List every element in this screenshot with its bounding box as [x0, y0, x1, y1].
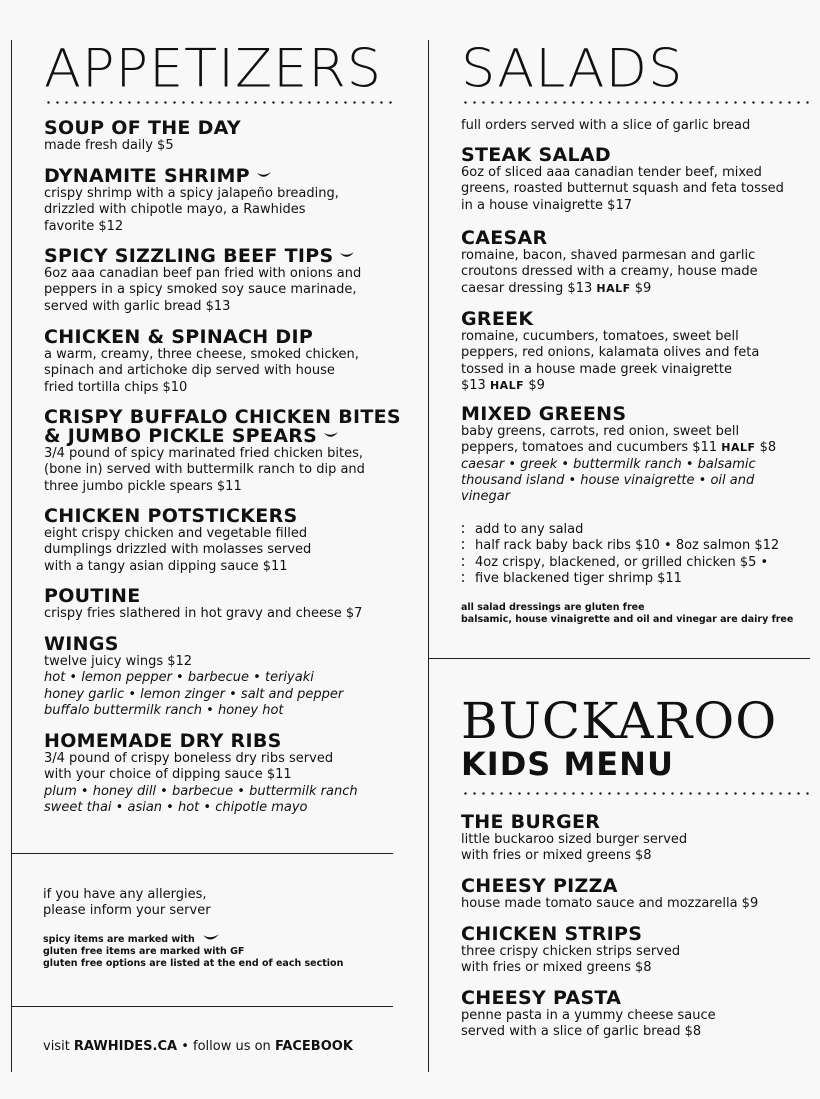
sauce-options: plum • honey dill • barbecue • buttermilk ranch — [44, 783, 358, 799]
item-description: little buckaroo sized burger served — [461, 832, 688, 847]
chili-pepper-icon — [339, 251, 355, 259]
item-description: drizzled with chipotle mayo, a Rawhides — [44, 202, 306, 218]
item-name: CHICKEN POTSTICKERS — [44, 505, 298, 527]
item-description: crispy shrimp with a spicy jalapeño breading, — [44, 186, 339, 201]
item-description: greens, roasted butternut squash and feta tossed — [461, 181, 784, 197]
appetizers-dotted-rule — [44, 101, 396, 104]
item-name: CRISPY BUFFALO CHICKEN BITES — [44, 406, 401, 428]
gluten-free-legend: gluten free items are marked with — [43, 946, 231, 957]
footer-top-rule — [11, 1006, 393, 1007]
item-description: peppers, red onions, kalamata olives and feta — [461, 345, 760, 361]
addon-line: 4oz crispy, blackened, or grilled chicken $5 • — [461, 555, 779, 571]
item-description: served with garlic bread $13 — [44, 298, 231, 314]
menu-item — [44, 247, 361, 315]
menu-item — [44, 507, 311, 575]
dressing-notes — [461, 602, 793, 626]
kids-dotted-rule — [461, 792, 813, 795]
visit-label: visit — [43, 1039, 74, 1054]
left-border-line — [11, 40, 12, 1072]
item-name: SOUP OF THE DAY — [44, 117, 241, 139]
menu-item — [44, 635, 343, 719]
item-name: GREEK — [461, 308, 534, 330]
item-name: MIXED GREENS — [461, 403, 627, 425]
chili-pepper-icon — [256, 171, 272, 179]
menu-item — [461, 925, 680, 977]
flavor-options: buffalo buttermilk ranch • honey hot — [44, 702, 284, 718]
menu-item — [461, 310, 759, 394]
item-name: & JUMBO PICKLE SPEARS — [44, 425, 318, 447]
legend-notes — [43, 934, 343, 970]
notes-top-rule — [11, 853, 393, 854]
item-name: CAESAR — [461, 227, 548, 249]
dressing-note-line: balsamic, house vinaigrette and oil and vinegar are dairy free — [461, 614, 794, 625]
price: caesar dressing $13 — [461, 280, 597, 296]
item-description: romaine, bacon, shaved parmesan and garlic — [461, 248, 756, 263]
item-name: CHICKEN STRIPS — [461, 923, 643, 945]
item-description: three jumbo pickle spears $11 — [44, 478, 242, 494]
item-description: 6oz aaa canadian beef pan fried with onions and — [44, 266, 362, 281]
addon-line: five blackened tiger shrimp $11 — [461, 571, 779, 587]
half-label: HALF — [721, 441, 756, 455]
buckaroo-title: BUCKAROO — [461, 692, 778, 750]
item-description: made fresh daily $5 — [44, 138, 174, 153]
item-description: favorite $12 — [44, 218, 124, 234]
item-description: in a house vinaigrette $17 — [461, 197, 632, 213]
item-name: STEAK SALAD — [461, 144, 611, 166]
flavor-options: hot • lemon pepper • barbecue • teriyaki — [44, 670, 314, 686]
flavor-options: honey garlic • lemon zinger • salt and pepper — [44, 686, 344, 702]
item-description: peppers in a spicy smoked soy sauce marinade, — [44, 282, 357, 298]
follow-label: • follow us on — [181, 1039, 275, 1054]
item-description: 3/4 pound of crispy boneless dry ribs served — [44, 751, 334, 766]
item-description: eight crispy chicken and vegetable filled — [44, 526, 308, 541]
item-description: with your choice of dipping sauce $11 — [44, 767, 292, 783]
item-description: tossed in a house made greek vinaigrette — [461, 361, 733, 377]
half-price: $9 — [524, 377, 545, 393]
menu-item — [44, 328, 359, 396]
price: peppers, tomatoes and cucumbers $11 — [461, 440, 722, 456]
item-description: with fries or mixed greens $8 — [461, 848, 652, 864]
menu-item — [461, 989, 716, 1041]
item-description: served with a slice of garlic bread $8 — [461, 1024, 702, 1040]
menu-item — [461, 146, 784, 214]
item-description: baby greens, carrots, red onion, sweet bell — [461, 424, 740, 439]
addon-line: add to any salad — [461, 522, 779, 538]
sauce-options: sweet thai • asian • hot • chipotle mayo — [44, 799, 308, 815]
menu-item — [44, 408, 401, 495]
menu-item — [461, 813, 687, 865]
item-name: CHEESY PASTA — [461, 987, 622, 1009]
menu-item — [461, 877, 758, 912]
footer-links — [43, 1039, 353, 1055]
menu-item — [461, 229, 758, 297]
item-description: three crispy chicken strips served — [461, 944, 681, 959]
price: $13 — [461, 377, 490, 393]
item-description: house made tomato sauce and mozzarella $9 — [461, 896, 759, 911]
menu-item — [44, 119, 241, 154]
item-description: with a tangy asian dipping sauce $11 — [44, 558, 288, 574]
salads-dotted-rule — [461, 101, 813, 104]
item-description: a warm, creamy, three cheese, smoked chicken, — [44, 347, 359, 362]
allergy-note-line: please inform your server — [43, 903, 211, 918]
item-name: CHEESY PIZZA — [461, 875, 618, 897]
item-description: (bone in) served with buttermilk ranch to dip and — [44, 462, 365, 478]
item-name: DYNAMITE SHRIMP — [44, 165, 250, 187]
dressing-note-line: all salad dressings are gluten free — [461, 602, 645, 613]
website-link[interactable]: RAWHIDES.CA — [73, 1039, 178, 1054]
item-description: with fries or mixed greens $8 — [461, 960, 652, 976]
allergy-note-line: if you have any allergies, — [43, 887, 207, 902]
half-price: $8 — [755, 440, 777, 456]
menu-item — [461, 405, 776, 505]
item-description: 6oz of sliced aaa canadian tender beef, mixed — [461, 165, 762, 180]
menu-item — [44, 587, 362, 622]
salads-title: SALADS — [461, 37, 684, 100]
chili-pepper-icon — [323, 431, 339, 439]
salad-addons — [461, 522, 779, 587]
item-name: POUTINE — [44, 585, 141, 607]
item-description: fried tortilla chips $10 — [44, 379, 188, 395]
chili-pepper-icon — [201, 933, 221, 942]
item-description: croutons dressed with a creamy, house made — [461, 264, 758, 280]
allergy-note — [43, 887, 211, 919]
menu-item — [44, 732, 358, 816]
item-description: 3/4 pound of spicy marinated fried chicken bites, — [44, 446, 364, 461]
appetizers-title: APPETIZERS — [44, 37, 383, 100]
item-name: SPICY SIZZLING BEEF TIPS — [44, 245, 334, 267]
item-description: crispy fries slathered in hot gravy and cheese $7 — [44, 606, 363, 621]
salads-subtitle: full orders served with a slice of garlic bread — [461, 118, 751, 133]
item-description: romaine, cucumbers, tomatoes, sweet bell — [461, 329, 739, 344]
kids-top-rule — [428, 658, 810, 659]
item-description: spinach and artichoke dip served with house — [44, 363, 335, 379]
spicy-legend: spicy items are marked with — [43, 934, 195, 945]
dressing-options: vinegar — [461, 489, 511, 505]
item-name: WINGS — [44, 633, 119, 655]
menu-item — [44, 167, 339, 235]
dressing-options: caesar • greek • buttermilk ranch • balsamic — [461, 456, 756, 472]
item-description: penne pasta in a yummy cheese sauce — [461, 1008, 716, 1023]
gluten-free-options-note: gluten free options are listed at the end of each section — [43, 958, 344, 969]
addon-line: half rack baby back ribs $10 • 8oz salmon $12 — [461, 538, 779, 554]
item-name: THE BURGER — [461, 811, 601, 833]
kids-menu-title: KIDS MENU — [461, 745, 674, 783]
half-label: HALF — [596, 281, 631, 295]
item-name: HOMEMADE DRY RIBS — [44, 730, 282, 752]
facebook-link[interactable]: FACEBOOK — [274, 1039, 353, 1054]
center-divider-line — [428, 40, 429, 1072]
half-label: HALF — [489, 378, 525, 392]
item-description: twelve juicy wings $12 — [44, 654, 193, 669]
item-description: dumplings drizzled with molasses served — [44, 542, 312, 558]
half-price: $9 — [630, 280, 652, 296]
item-name: CHICKEN & SPINACH DIP — [44, 326, 314, 348]
gf-mark: GF — [230, 946, 245, 957]
dressing-options: thousand island • house vinaigrette • oil and — [461, 472, 755, 488]
